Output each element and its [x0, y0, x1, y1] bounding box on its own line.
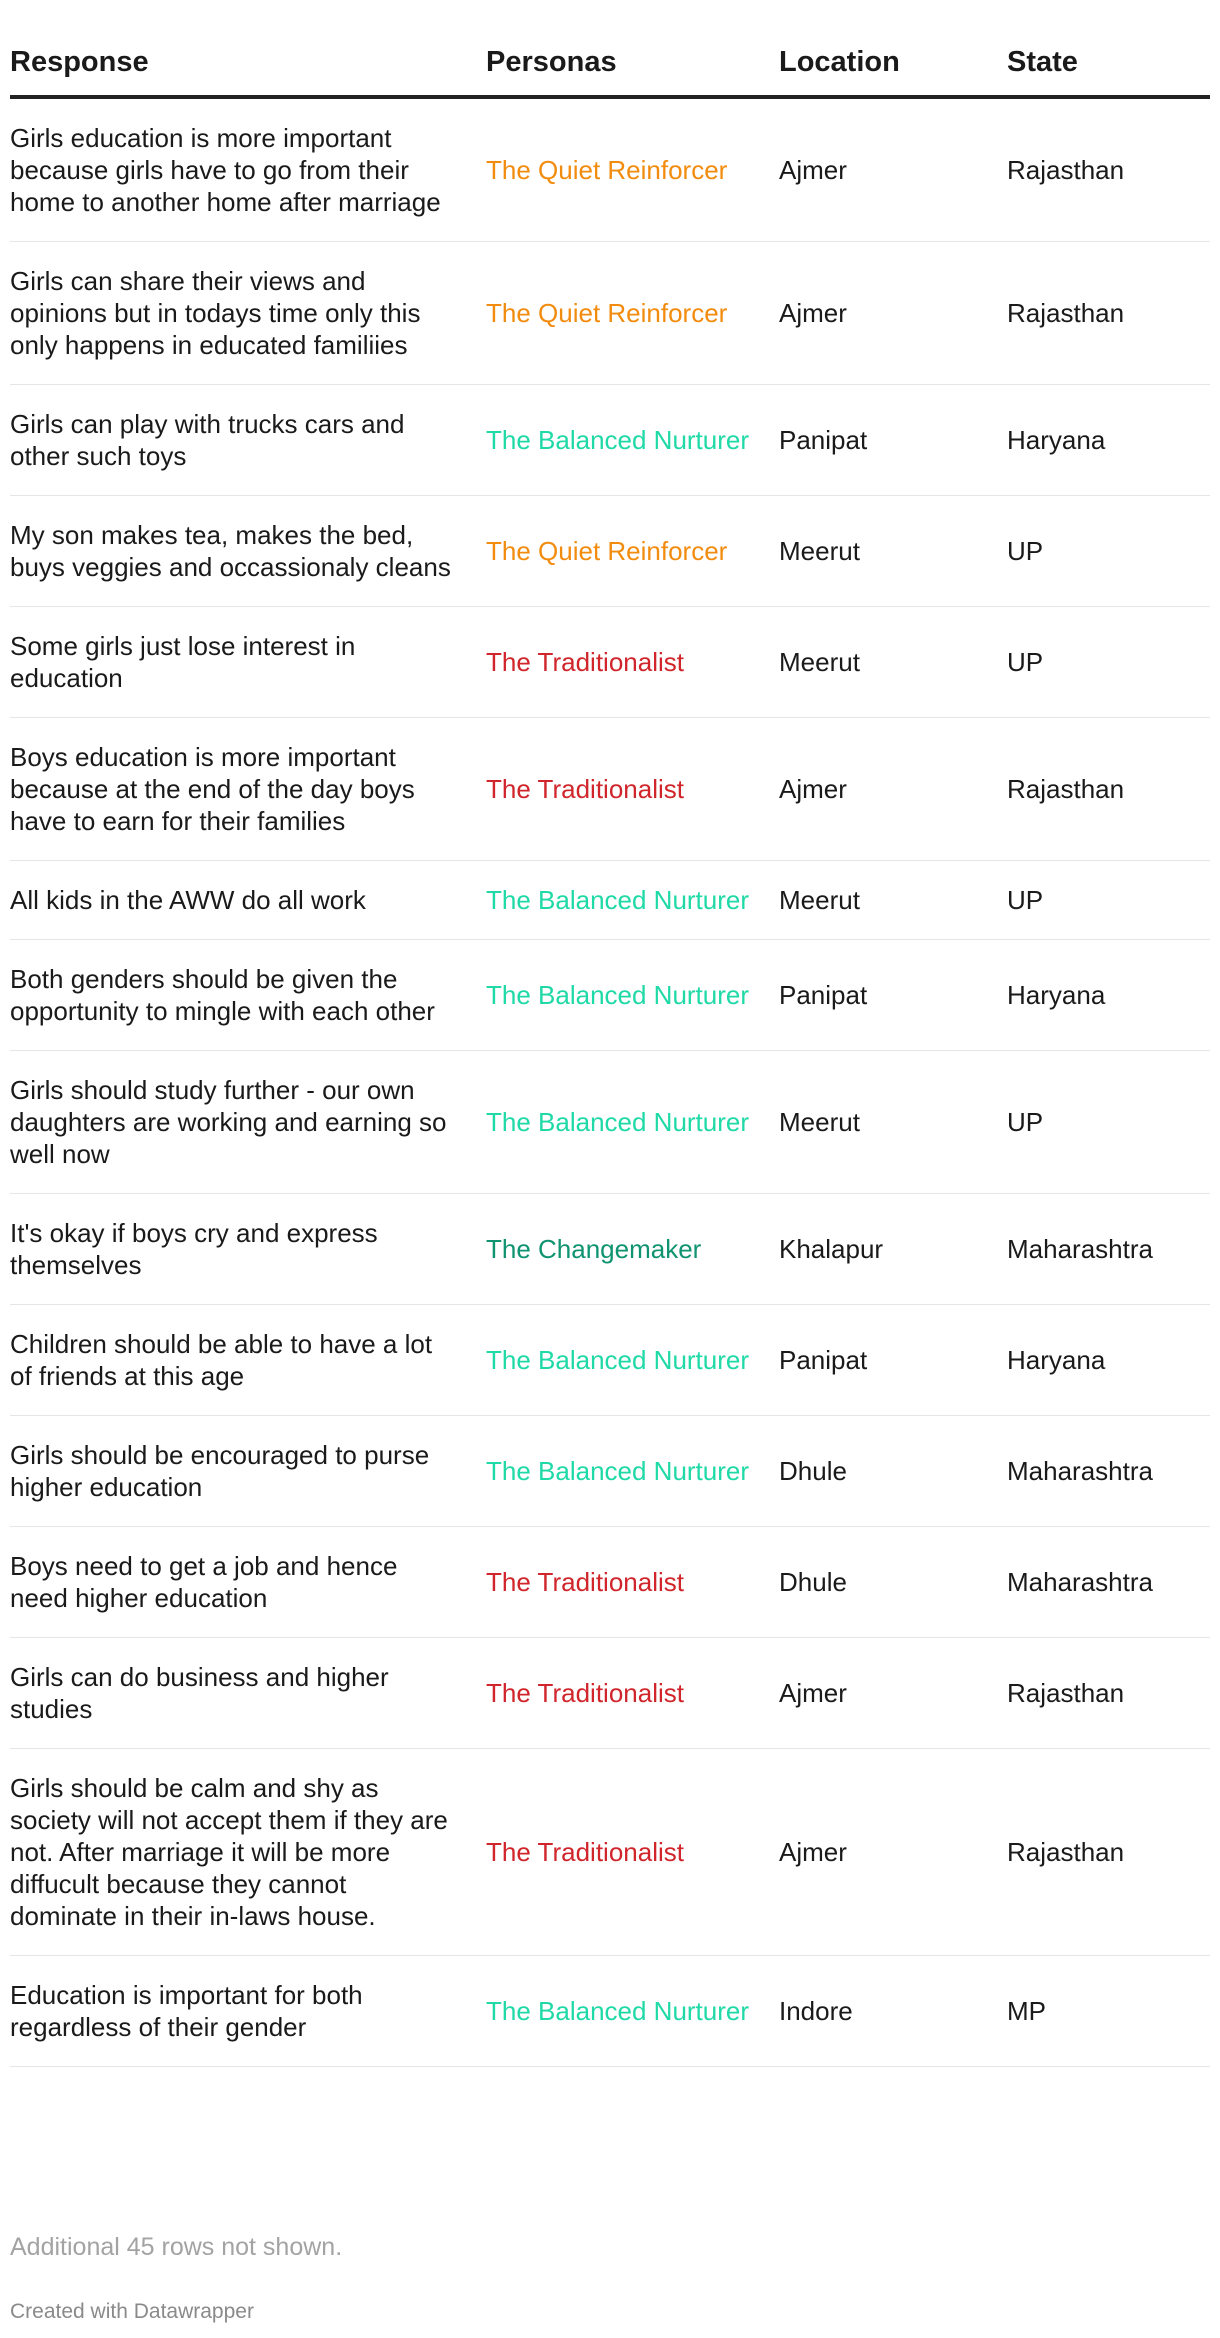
location-cell: Meerut: [779, 861, 1007, 940]
response-cell: Some girls just lose interest in education: [10, 607, 486, 718]
persona-cell: The Quiet Reinforcer: [486, 242, 779, 385]
location-cell: Panipat: [779, 1305, 1007, 1416]
state-cell: Rajasthan: [1007, 97, 1210, 242]
table-header-row: [10, 38, 1210, 97]
table-row: [10, 718, 1210, 861]
persona-cell: The Traditionalist: [486, 607, 779, 718]
response-cell: Girls should be encouraged to purse higher education: [10, 1416, 486, 1527]
table-row: [10, 242, 1210, 385]
table-row: [10, 940, 1210, 1051]
responses-table: [10, 38, 1210, 2067]
response-cell: Both genders should be given the opportunity to mingle with each other: [10, 940, 486, 1051]
rows-not-shown-note: Additional 45 rows not shown.: [10, 2233, 343, 2261]
response-cell: It's okay if boys cry and express themselves: [10, 1194, 486, 1305]
state-cell: Haryana: [1007, 385, 1210, 496]
location-cell: Ajmer: [779, 97, 1007, 242]
location-cell: Ajmer: [779, 242, 1007, 385]
persona-cell: The Balanced Nurturer: [486, 1416, 779, 1527]
state-cell: Maharashtra: [1007, 1527, 1210, 1638]
response-cell: Education is important for both regardless of their gender: [10, 1956, 486, 2067]
state-cell: Haryana: [1007, 940, 1210, 1051]
table-row: [10, 1305, 1210, 1416]
state-cell: MP: [1007, 1956, 1210, 2067]
table-row: [10, 496, 1210, 607]
datawrapper-credit: Created with Datawrapper: [10, 2300, 254, 2323]
persona-cell: The Traditionalist: [486, 718, 779, 861]
table-row: [10, 1638, 1210, 1749]
state-cell: Rajasthan: [1007, 1749, 1210, 1956]
column-header-location[interactable]: Location: [779, 38, 1007, 97]
persona-cell: The Traditionalist: [486, 1527, 779, 1638]
state-cell: Rajasthan: [1007, 718, 1210, 861]
persona-cell: The Quiet Reinforcer: [486, 97, 779, 242]
persona-cell: The Balanced Nurturer: [486, 385, 779, 496]
state-cell: Rajasthan: [1007, 242, 1210, 385]
state-cell: Maharashtra: [1007, 1194, 1210, 1305]
location-cell: Khalapur: [779, 1194, 1007, 1305]
response-cell: Girls should study further - our own daughters are working and earning so well now: [10, 1051, 486, 1194]
column-header-state[interactable]: State: [1007, 38, 1210, 97]
persona-cell: The Balanced Nurturer: [486, 1956, 779, 2067]
response-cell: Boys education is more important because at the end of the day boys have to earn for their families: [10, 718, 486, 861]
column-header-response[interactable]: Response: [10, 38, 486, 97]
location-cell: Indore: [779, 1956, 1007, 2067]
response-cell: Children should be able to have a lot of friends at this age: [10, 1305, 486, 1416]
response-cell: Girls can do business and higher studies: [10, 1638, 486, 1749]
persona-cell: The Traditionalist: [486, 1749, 779, 1956]
location-cell: Meerut: [779, 607, 1007, 718]
persona-cell: The Balanced Nurturer: [486, 861, 779, 940]
location-cell: Dhule: [779, 1527, 1007, 1638]
location-cell: Dhule: [779, 1416, 1007, 1527]
table-row: [10, 97, 1210, 242]
table-row: [10, 385, 1210, 496]
table-row: [10, 607, 1210, 718]
table-row: [10, 1749, 1210, 1956]
location-cell: Ajmer: [779, 1638, 1007, 1749]
table-row: [10, 861, 1210, 940]
response-cell: Girls can play with trucks cars and other such toys: [10, 385, 486, 496]
persona-cell: The Traditionalist: [486, 1638, 779, 1749]
response-cell: My son makes tea, makes the bed, buys veggies and occassionaly cleans: [10, 496, 486, 607]
response-cell: Girls should be calm and shy as society will not accept them if they are not. After marriage it will be more diffucult because they cannot dominate in their in-laws house.: [10, 1749, 486, 1956]
state-cell: UP: [1007, 861, 1210, 940]
persona-cell: The Balanced Nurturer: [486, 1051, 779, 1194]
location-cell: Meerut: [779, 1051, 1007, 1194]
response-cell: Girls can share their views and opinions but in todays time only this only happens in educated familiies: [10, 242, 486, 385]
state-cell: Maharashtra: [1007, 1416, 1210, 1527]
location-cell: Ajmer: [779, 1749, 1007, 1956]
response-cell: All kids in the AWW do all work: [10, 861, 486, 940]
response-cell: Boys need to get a job and hence need higher education: [10, 1527, 486, 1638]
state-cell: Rajasthan: [1007, 1638, 1210, 1749]
persona-cell: The Quiet Reinforcer: [486, 496, 779, 607]
column-header-personas[interactable]: Personas: [486, 38, 779, 97]
location-cell: Panipat: [779, 940, 1007, 1051]
data-table-container: [10, 38, 1210, 2067]
table-row: [10, 1956, 1210, 2067]
table-row: [10, 1527, 1210, 1638]
persona-cell: The Balanced Nurturer: [486, 1305, 779, 1416]
table-row: [10, 1194, 1210, 1305]
state-cell: UP: [1007, 607, 1210, 718]
location-cell: Meerut: [779, 496, 1007, 607]
state-cell: UP: [1007, 1051, 1210, 1194]
persona-cell: The Balanced Nurturer: [486, 940, 779, 1051]
persona-cell: The Changemaker: [486, 1194, 779, 1305]
table-row: [10, 1416, 1210, 1527]
table-row: [10, 1051, 1210, 1194]
state-cell: Haryana: [1007, 1305, 1210, 1416]
state-cell: UP: [1007, 496, 1210, 607]
location-cell: Panipat: [779, 385, 1007, 496]
location-cell: Ajmer: [779, 718, 1007, 861]
response-cell: Girls education is more important because girls have to go from their home to another home after marriage: [10, 97, 486, 242]
